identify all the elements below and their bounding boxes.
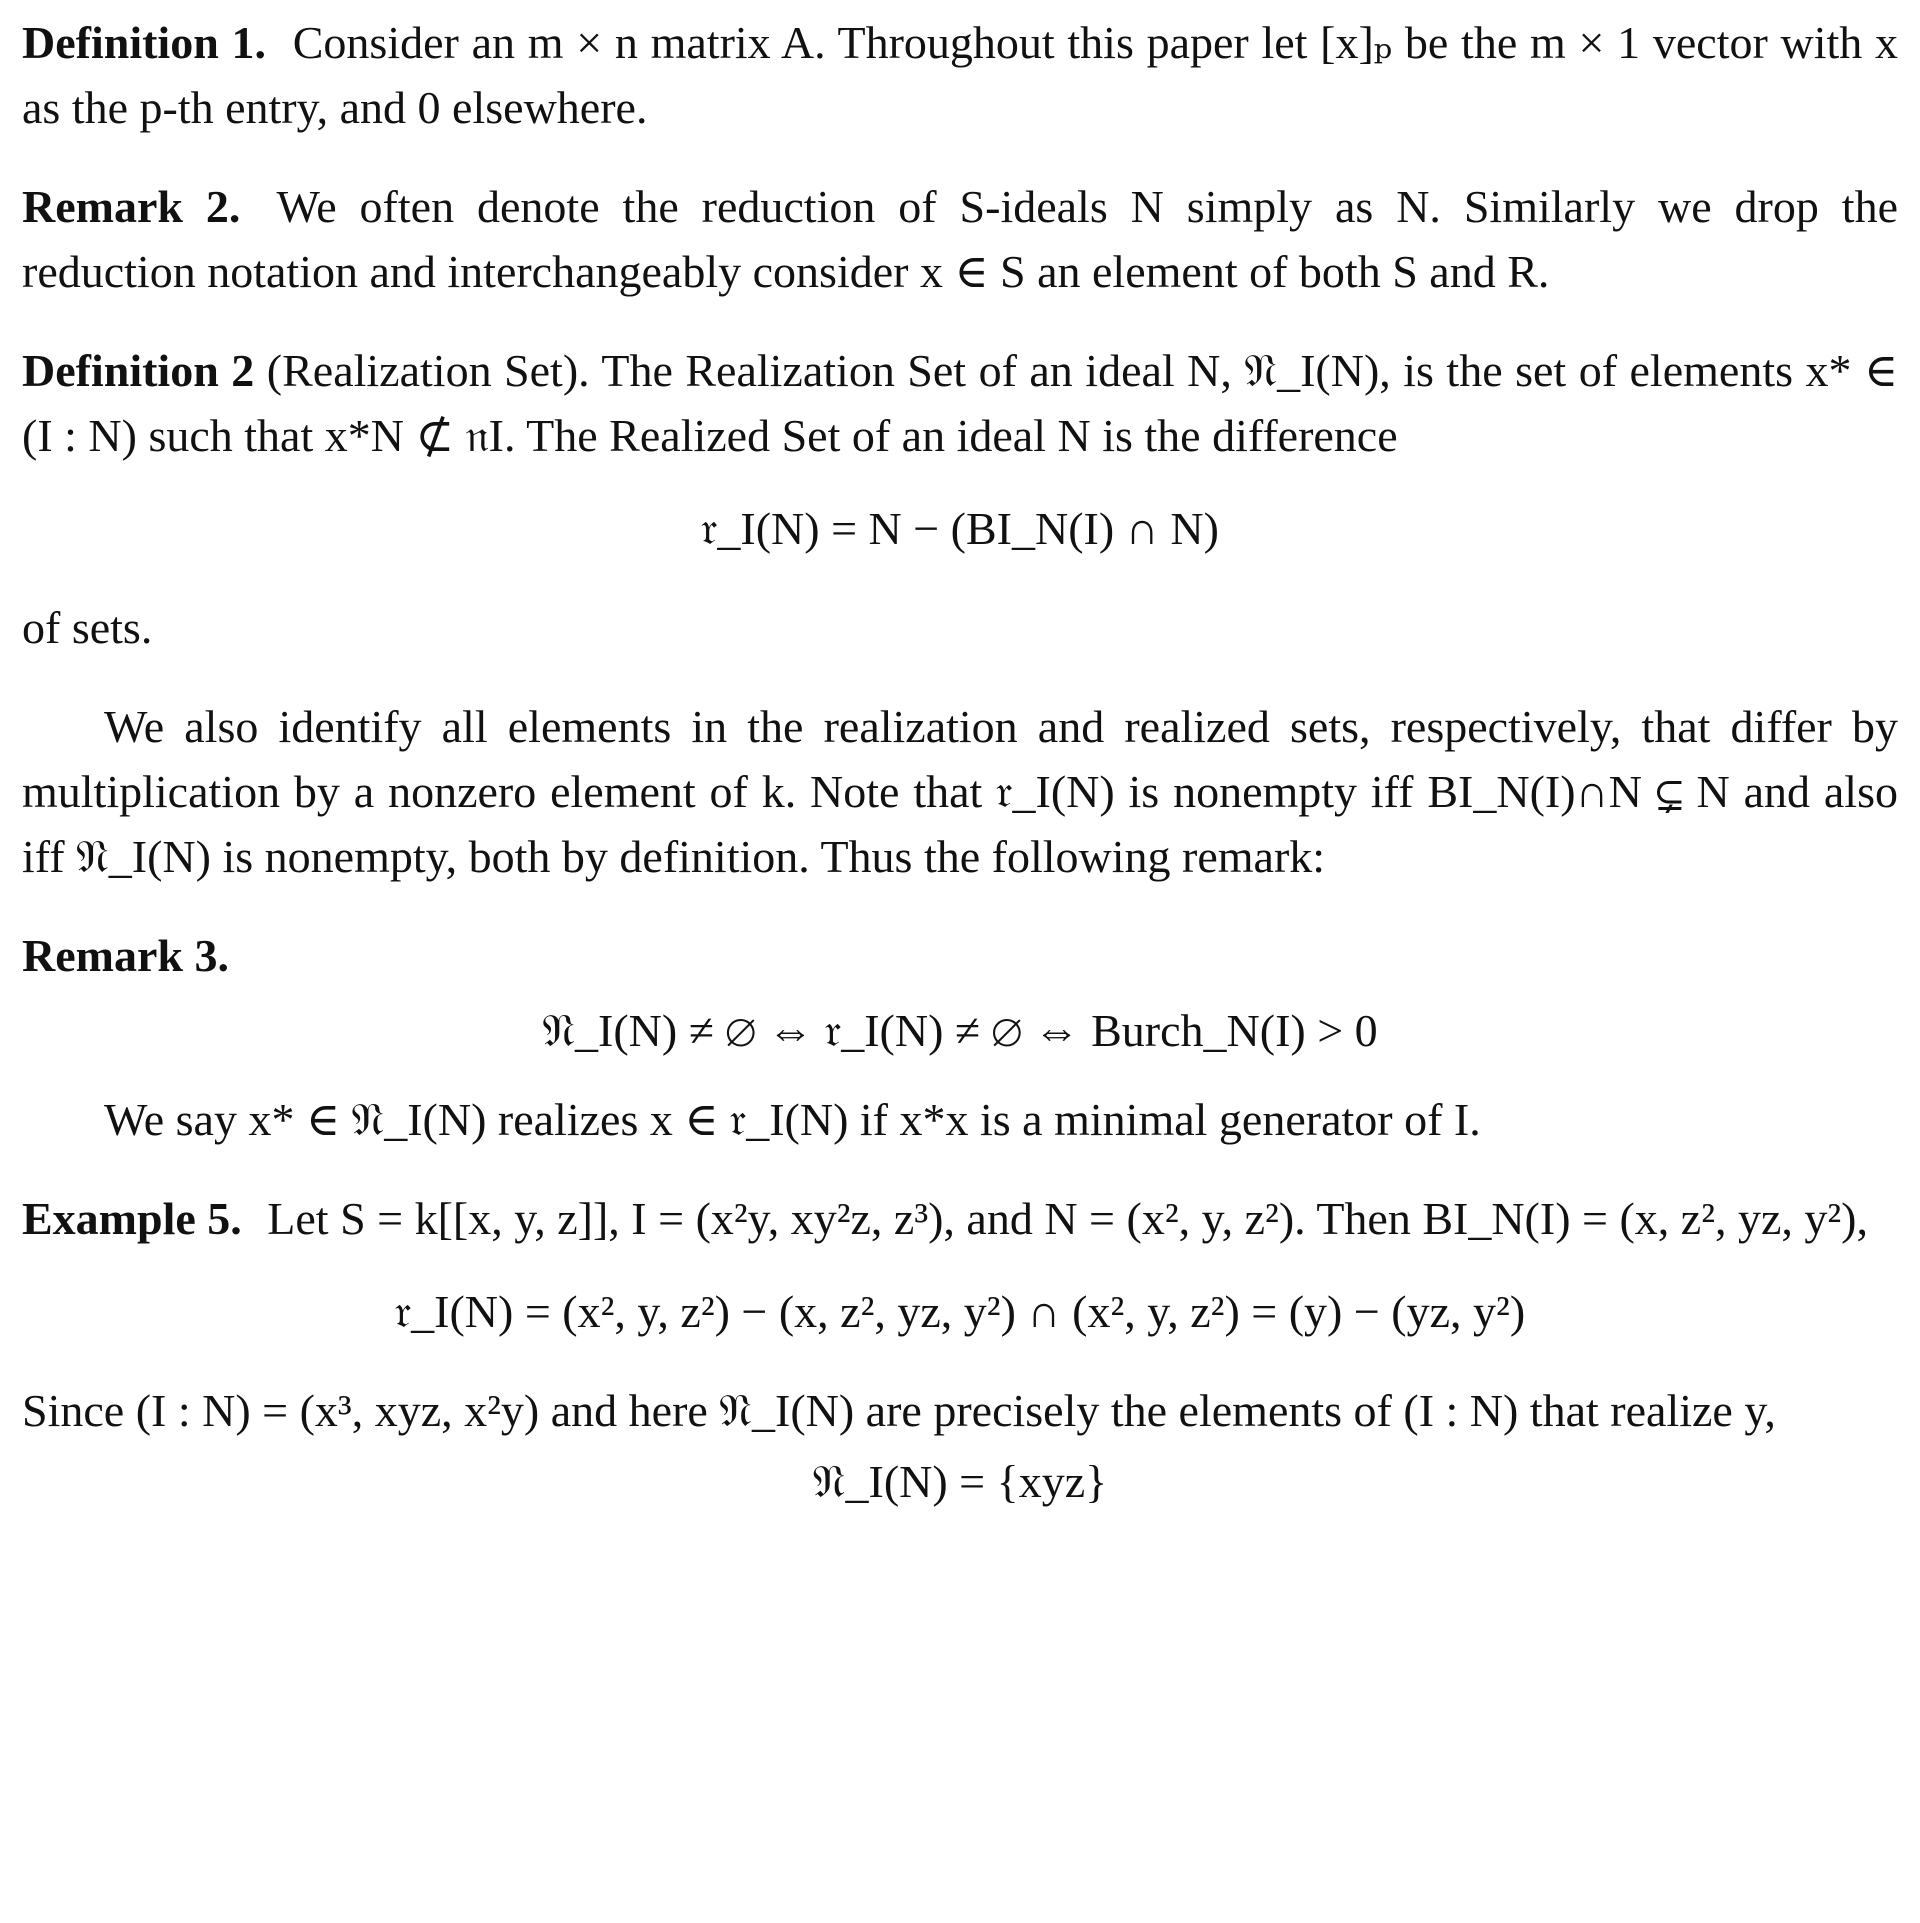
example-5-realized-equation: 𝔯_I(N) = (x², y, z²) − (x, z², yz, y²) ∩ (x², y, z²) = (y) − (yz, y²) [394,1286,1526,1337]
paper-page [22,10,1898,1514]
example-5-final-equation: 𝔑_I(N) = {xyz} [812,1456,1108,1507]
remark-2-text: We often denote the reduction of S-ideals N simply as N. Similarly we drop the reduction notation and interchangeably consider x ∈ S an element of both S and R. [22,181,1898,297]
definition-2-label: Definition 2 [22,345,255,396]
remark-2-label: Remark 2. [22,181,241,232]
remark-3 [22,923,1898,988]
definition-1-label: Definition 1. [22,17,267,68]
realized-set-equation: 𝔯_I(N) = N − (BI_N(I) ∩ N) [701,503,1219,554]
definition-2 [22,338,1898,468]
example-5 [22,1186,1898,1251]
definition-1-text: Consider an m × n matrix A. Throughout this paper let [x]ₚ be the m × 1 vector with x as the p-th entry, and 0 elsewhere. [22,17,1899,133]
remark-3-label: Remark 3. [22,930,229,981]
definition-2-text: The Realization Set of an ideal N, 𝔑_I(N), is the set of elements x* ∈ (I : N) such that x*N ⊄ 𝔫I. The Realized Set of an ideal N is the difference [22,345,1899,461]
example-5-text: Let S = k[[x, y, z]], I = (x²y, xy²z, z³), and N = (x², y, z²). Then BI_N(I) = (x, z², yz, y²), [267,1193,1869,1244]
remark-3-equivalence: 𝔑_I(N) ≠ ∅ ⇔ 𝔯_I(N) ≠ ∅ ⇔ Burch_N(I) > 0 [542,1005,1378,1056]
example-5-since: Since (I : N) = (x³, xyz, x²y) and here 𝔑_I(N) are precisely the elements of (I : N) that realize y, [22,1385,1776,1436]
definition-1 [22,10,1898,140]
realizes-paragraph: We say x* ∈ 𝔑_I(N) realizes x ∈ 𝔯_I(N) if x*x is a minimal generator of I. [104,1094,1481,1145]
example-5-label: Example 5. [22,1193,242,1244]
definition-2-after: of sets. [22,602,153,653]
definition-2-paren: (Realization Set). [266,345,590,396]
remark-2 [22,174,1898,304]
identification-paragraph: We also identify all elements in the realization and realized sets, respectively, that differ by multiplication by a nonzero element of k. Note that 𝔯_I(N) is nonempty iff BI_N(I)∩N ⊊ N and also iff 𝔑_I(N) is nonempty, both by definition. Thus the following remark: [22,701,1898,882]
